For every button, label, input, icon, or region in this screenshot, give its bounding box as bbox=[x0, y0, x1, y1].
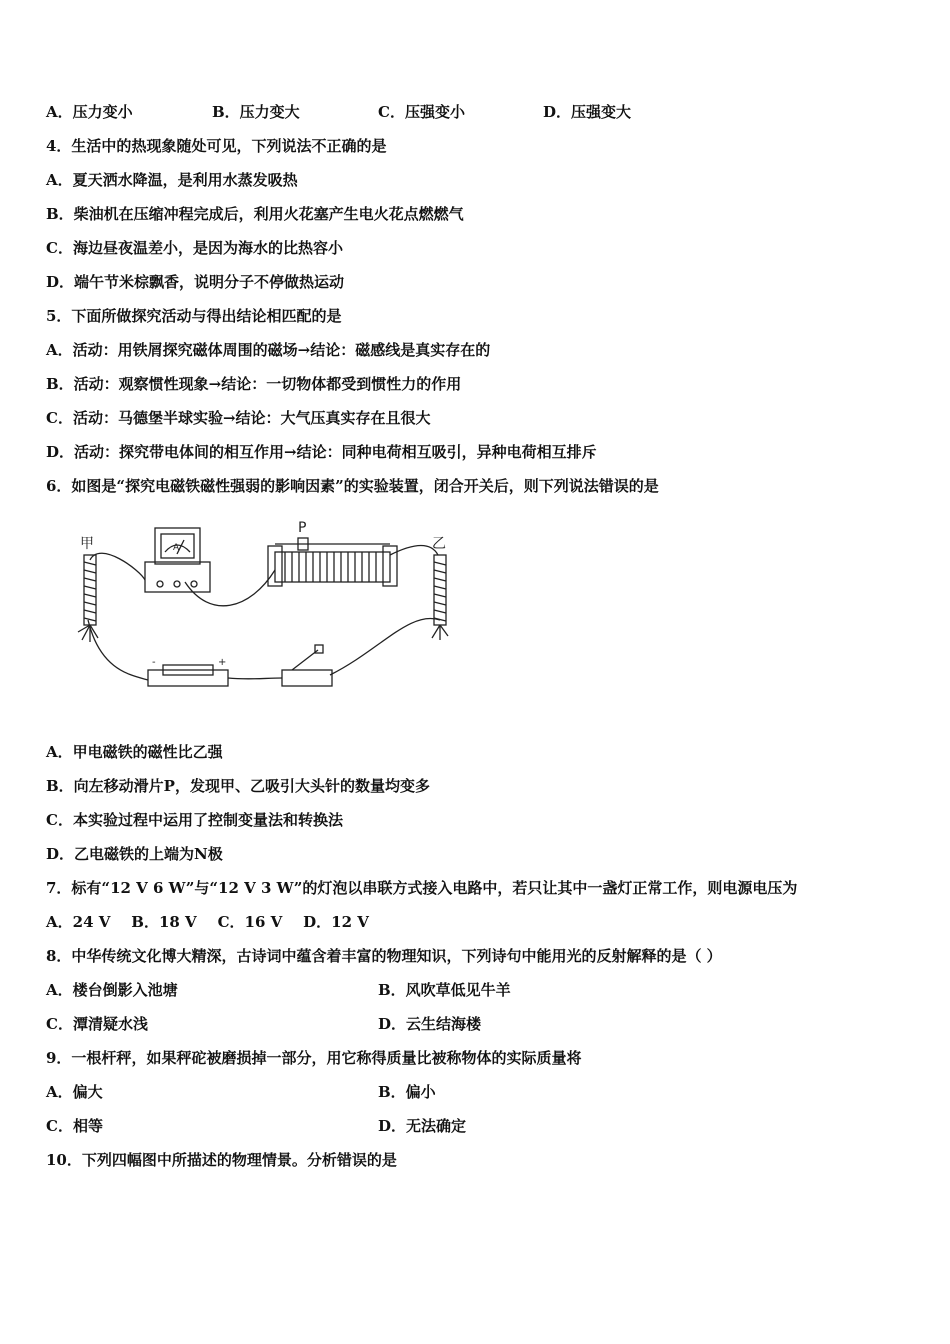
label-jia: 甲 bbox=[80, 536, 94, 552]
q9-stem: 9．一根杆秤，如果秤砣被磨损掉一部分，用它称得质量比被称物体的实际质量将 bbox=[46, 1049, 582, 1067]
q6-option-d: D．乙电磁铁的上端为N极 bbox=[46, 845, 223, 863]
q8-option-b: B．风吹草低见牛羊 bbox=[378, 981, 511, 999]
q8-option-d: D．云生结海楼 bbox=[378, 1015, 482, 1033]
electromagnet-circuit-figure bbox=[60, 510, 490, 710]
q6-option-a: A．甲电磁铁的磁性比乙强 bbox=[46, 743, 223, 761]
q8-stem: 8．中华传统文化博大精深，古诗词中蕴含着丰富的物理知识，下列诗句中能用光的反射解释的是（ ） bbox=[46, 947, 722, 965]
q6-option-c: C．本实验过程中运用了控制变量法和转换法 bbox=[46, 811, 343, 829]
q6-option-b: B．向左移动滑片P，发现甲、乙吸引大头针的数量均变多 bbox=[46, 777, 430, 795]
q7-stem: 7．标有“12 V 6 W”与“12 V 3 W”的灯泡以串联方式接入电路中，若只让其中一盏灯正常工作，则电源电压为 bbox=[46, 879, 798, 897]
q5-option-a: A．活动：用铁屑探究磁体周围的磁场→结论：磁感线是真实存在的 bbox=[46, 341, 491, 359]
q4-option-b: B．柴油机在压缩冲程完成后，利用火花塞产生电火花点燃燃气 bbox=[46, 205, 464, 223]
q4-option-d: D．端午节米棕飘香，说明分子不停做热运动 bbox=[46, 273, 345, 291]
q5-stem: 5．下面所做探究活动与得出结论相匹配的是 bbox=[46, 307, 342, 325]
q3-option-c: C．压强变小 bbox=[378, 103, 465, 121]
label-battery-plus: + bbox=[218, 657, 227, 668]
q10-stem: 10．下列四幅图中所描述的物理情景。分析错误的是 bbox=[46, 1151, 397, 1169]
q4-option-c: C．海边昼夜温差小，是因为海水的比热容小 bbox=[46, 239, 343, 257]
q5-option-b: B．活动：观察惯性现象→结论：一切物体都受到惯性力的作用 bbox=[46, 375, 462, 393]
q6-stem: 6．如图是“探究电磁铁磁性强弱的影响因素”的实验装置，闭合开关后，则下列说法错误的是 bbox=[46, 477, 659, 495]
q9-option-a: A．偏大 bbox=[46, 1083, 103, 1101]
q8-option-a: A．楼台倒影入池塘 bbox=[46, 981, 178, 999]
q9-option-c: C．相等 bbox=[46, 1117, 103, 1135]
q3-option-a: A．压力变小 bbox=[46, 103, 133, 121]
label-yi: 乙 bbox=[432, 536, 446, 552]
label-slider-p: P bbox=[298, 520, 307, 536]
q8-option-c: C．潭清疑水浅 bbox=[46, 1015, 148, 1033]
q3-option-d: D．压强变大 bbox=[543, 103, 632, 121]
q9-option-b: B．偏小 bbox=[378, 1083, 436, 1101]
q4-option-a: A．夏天洒水降温，是利用水蒸发吸热 bbox=[46, 171, 298, 189]
q7-options: A．24 V B．18 V C．16 V D．12 V bbox=[46, 913, 369, 931]
q5-option-d: D．活动：探究带电体间的相互作用→结论：同种电荷相互吸引，异种电荷相互排斥 bbox=[46, 443, 597, 461]
label-battery-minus: - bbox=[152, 657, 156, 668]
q4-stem: 4．生活中的热现象随处可见，下列说法不正确的是 bbox=[46, 137, 387, 155]
q5-option-c: C．活动：马德堡半球实验→结论：大气压真实存在且很大 bbox=[46, 409, 431, 427]
label-ammeter: A bbox=[173, 543, 180, 553]
q9-option-d: D．无法确定 bbox=[378, 1117, 467, 1135]
q3-option-b: B．压力变大 bbox=[212, 103, 300, 121]
